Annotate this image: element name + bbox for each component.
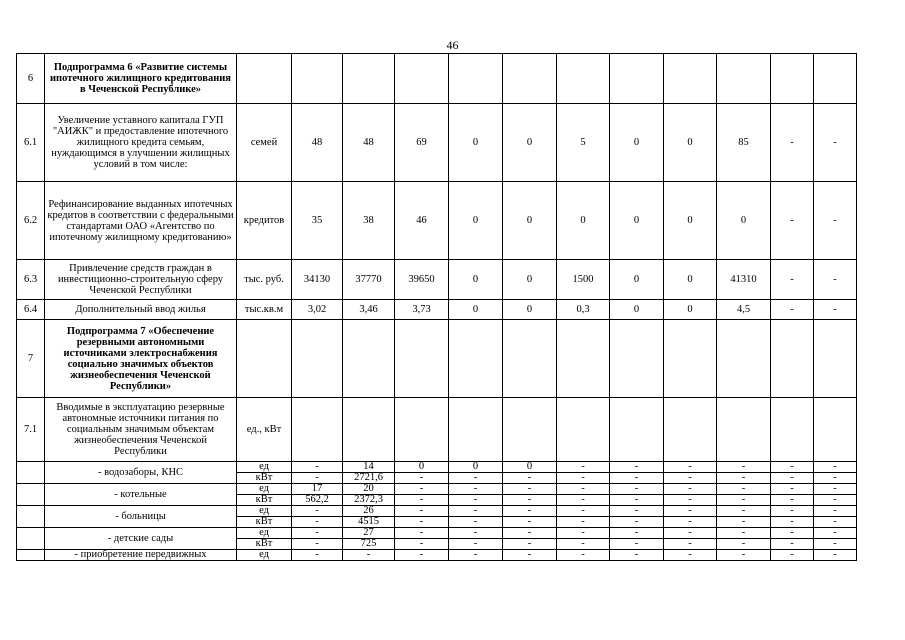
value-cell: - <box>292 473 343 484</box>
value-cell: - <box>557 462 610 473</box>
value-cell: - <box>771 182 814 260</box>
table-row <box>17 104 857 182</box>
value-cell: 37770 <box>343 260 395 300</box>
value-cell: - <box>717 506 771 517</box>
value-cell: - <box>292 539 343 550</box>
subitem-name: - котельные <box>45 484 237 506</box>
value-cell: - <box>610 495 664 506</box>
value-cell: - <box>771 300 814 320</box>
value-cell: - <box>557 550 610 561</box>
value-cell: - <box>610 506 664 517</box>
unit-cell: ед <box>237 462 292 473</box>
value-cell: - <box>343 550 395 561</box>
subitem-name: - больницы <box>45 506 237 528</box>
value-cell: - <box>814 495 857 506</box>
value-cell: - <box>503 517 557 528</box>
table-row <box>17 182 857 260</box>
value-cell: 2721,6 <box>343 473 395 484</box>
value-cell: - <box>292 506 343 517</box>
value-cell: - <box>449 550 503 561</box>
value-cell: - <box>664 528 717 539</box>
value-cell: - <box>771 528 814 539</box>
value-cell: 27 <box>343 528 395 539</box>
subitem-empty-cell <box>17 528 45 550</box>
value-cell: - <box>557 539 610 550</box>
value-cell: 2372,3 <box>343 495 395 506</box>
value-cell: - <box>503 495 557 506</box>
value-cell: - <box>395 506 449 517</box>
value-cell: - <box>814 300 857 320</box>
unit-cell: ед <box>237 484 292 495</box>
value-cell: - <box>292 528 343 539</box>
value-cell: 4515 <box>343 517 395 528</box>
value-cell: - <box>610 473 664 484</box>
value-cell: - <box>292 462 343 473</box>
value-cell: - <box>717 473 771 484</box>
indicator-name: Рефинансирование выданных ипотечных кредитов в соответствии с федеральными стандартами ОАО «Агентство по ипотечному жилищному кредитованию» <box>45 182 237 260</box>
value-cell: - <box>610 539 664 550</box>
value-cell: 26 <box>343 506 395 517</box>
value-cell: - <box>717 539 771 550</box>
value-cell: - <box>717 528 771 539</box>
value-cell: 0 <box>449 104 503 182</box>
value-cell: 14 <box>343 462 395 473</box>
value-cell: - <box>664 462 717 473</box>
table-row <box>17 300 857 320</box>
value-cell: - <box>610 528 664 539</box>
table-row <box>17 398 857 462</box>
value-cell: - <box>664 473 717 484</box>
page-number: 46 <box>446 38 459 52</box>
value-cell: - <box>771 517 814 528</box>
value-cell: - <box>814 517 857 528</box>
value-cell: - <box>771 104 814 182</box>
value-cell: - <box>557 506 610 517</box>
value-cell: - <box>503 473 557 484</box>
value-cell: 3,02 <box>292 300 343 320</box>
value-cell: - <box>717 484 771 495</box>
value-cell: - <box>814 182 857 260</box>
value-cell: - <box>717 550 771 561</box>
row-number: 6.3 <box>17 260 45 300</box>
section-row <box>17 320 857 398</box>
value-cell: - <box>610 517 664 528</box>
value-cell: 0 <box>717 182 771 260</box>
row-number: 6 <box>17 54 45 104</box>
value-cell: - <box>814 462 857 473</box>
value-cell: 0 <box>503 104 557 182</box>
indicator-name: Дополнительный ввод жилья <box>45 300 237 320</box>
value-cell: 3,73 <box>395 300 449 320</box>
value-cell: - <box>395 517 449 528</box>
subitem-row <box>17 528 857 539</box>
unit-cell: ед <box>237 550 292 561</box>
value-cell: 0 <box>664 182 717 260</box>
unit-cell: кВт <box>237 495 292 506</box>
value-cell: 0 <box>610 182 664 260</box>
value-cell: - <box>395 550 449 561</box>
value-cell: - <box>395 528 449 539</box>
value-cell: - <box>449 539 503 550</box>
value-cell: - <box>664 484 717 495</box>
value-cell: - <box>771 473 814 484</box>
value-cell: - <box>557 495 610 506</box>
value-cell: - <box>814 506 857 517</box>
unit-cell: кредитов <box>237 182 292 260</box>
value-cell: - <box>664 517 717 528</box>
value-cell: - <box>610 484 664 495</box>
value-cell: 34130 <box>292 260 343 300</box>
section-title: Подпрограмма 7 «Обеспечение резервными автономными источниками электроснабжения социально значимых объектов жизнеобеспечения Чеченской Республики» <box>45 320 237 398</box>
subitem-name: - приобретение передвижных <box>45 550 237 561</box>
value-cell: - <box>449 495 503 506</box>
subitem-empty-cell <box>17 506 45 528</box>
unit-cell: кВт <box>237 473 292 484</box>
value-cell: - <box>717 495 771 506</box>
value-cell: 3,46 <box>343 300 395 320</box>
value-cell: - <box>449 484 503 495</box>
value-cell: 48 <box>292 104 343 182</box>
value-cell: - <box>771 260 814 300</box>
value-cell: 0,3 <box>557 300 610 320</box>
value-cell: 0 <box>395 462 449 473</box>
value-cell: - <box>557 484 610 495</box>
value-cell: - <box>503 484 557 495</box>
value-cell: 0 <box>449 182 503 260</box>
value-cell: - <box>395 495 449 506</box>
value-cell: 0 <box>610 104 664 182</box>
value-cell: - <box>771 550 814 561</box>
unit-cell: ед., кВт <box>237 398 292 462</box>
subitem-empty-cell <box>17 550 45 561</box>
unit-cell: тыс. руб. <box>237 260 292 300</box>
value-cell: - <box>449 506 503 517</box>
value-cell: - <box>503 550 557 561</box>
value-cell: - <box>610 550 664 561</box>
row-number: 7 <box>17 320 45 398</box>
value-cell: 562,2 <box>292 495 343 506</box>
unit-cell: кВт <box>237 539 292 550</box>
value-cell: 46 <box>395 182 449 260</box>
value-cell: - <box>664 495 717 506</box>
subitem-empty-cell <box>17 484 45 506</box>
value-cell: 0 <box>449 462 503 473</box>
value-cell: - <box>610 462 664 473</box>
value-cell: 39650 <box>395 260 449 300</box>
value-cell: 0 <box>610 260 664 300</box>
value-cell: 17 <box>292 484 343 495</box>
unit-cell: ед <box>237 506 292 517</box>
value-cell: 4,5 <box>717 300 771 320</box>
value-cell: - <box>717 517 771 528</box>
row-number: 6.2 <box>17 182 45 260</box>
value-cell: 0 <box>503 300 557 320</box>
value-cell: 0 <box>503 462 557 473</box>
value-cell: - <box>503 506 557 517</box>
value-cell: - <box>664 550 717 561</box>
value-cell: 41310 <box>717 260 771 300</box>
value-cell: 0 <box>449 260 503 300</box>
value-cell: - <box>771 539 814 550</box>
value-cell: 0 <box>664 300 717 320</box>
value-cell: - <box>557 517 610 528</box>
value-cell: - <box>664 539 717 550</box>
value-cell: - <box>557 528 610 539</box>
value-cell: 5 <box>557 104 610 182</box>
unit-cell: кВт <box>237 517 292 528</box>
value-cell: 725 <box>343 539 395 550</box>
section-row <box>17 54 857 104</box>
unit-cell: ед <box>237 528 292 539</box>
subitem-name: - водозаборы, КНС <box>45 462 237 484</box>
value-cell: - <box>292 550 343 561</box>
value-cell: - <box>771 506 814 517</box>
unit-cell: семей <box>237 104 292 182</box>
value-cell: - <box>814 473 857 484</box>
indicators-table <box>16 53 857 561</box>
value-cell: 0 <box>610 300 664 320</box>
indicator-name: Привлечение средств граждан в инвестиционно-строительную сферу Чеченской Республики <box>45 260 237 300</box>
value-cell: - <box>557 473 610 484</box>
value-cell: 1500 <box>557 260 610 300</box>
value-cell: 0 <box>503 182 557 260</box>
value-cell: - <box>503 539 557 550</box>
value-cell: 0 <box>449 300 503 320</box>
value-cell: - <box>814 484 857 495</box>
row-number: 7.1 <box>17 398 45 462</box>
subitem-row <box>17 550 857 561</box>
value-cell: - <box>717 462 771 473</box>
value-cell: 0 <box>664 260 717 300</box>
value-cell: - <box>395 484 449 495</box>
subitem-name: - детские сады <box>45 528 237 550</box>
value-cell: - <box>449 528 503 539</box>
value-cell: 48 <box>343 104 395 182</box>
value-cell: 0 <box>557 182 610 260</box>
value-cell: - <box>503 528 557 539</box>
subitem-row <box>17 506 857 517</box>
value-cell: - <box>449 517 503 528</box>
value-cell: - <box>395 473 449 484</box>
row-number: 6.1 <box>17 104 45 182</box>
value-cell: - <box>814 528 857 539</box>
value-cell: - <box>664 506 717 517</box>
value-cell: - <box>814 539 857 550</box>
value-cell: - <box>449 473 503 484</box>
row-number: 6.4 <box>17 300 45 320</box>
unit-cell: тыс.кв.м <box>237 300 292 320</box>
value-cell: 38 <box>343 182 395 260</box>
table-row <box>17 260 857 300</box>
value-cell: - <box>395 539 449 550</box>
value-cell: - <box>292 517 343 528</box>
value-cell: - <box>771 495 814 506</box>
value-cell: - <box>771 484 814 495</box>
value-cell: - <box>771 462 814 473</box>
value-cell: 35 <box>292 182 343 260</box>
subitem-empty-cell <box>17 462 45 484</box>
value-cell: 0 <box>664 104 717 182</box>
indicator-name: Увеличение уставного капитала ГУП "АИЖК" и предоставление ипотечного жилищного кредита семьям, нуждающимся в улучшении жилищных условий в том числе: <box>45 104 237 182</box>
subitem-row <box>17 462 857 473</box>
indicator-name: Вводимые в эксплуатацию резервные автономные источники питания по социальным значимым объектам жизнеобеспечения Чеченской Республики <box>45 398 237 462</box>
value-cell: - <box>814 260 857 300</box>
value-cell: 0 <box>503 260 557 300</box>
value-cell: 69 <box>395 104 449 182</box>
value-cell: 20 <box>343 484 395 495</box>
value-cell: - <box>814 550 857 561</box>
subitem-row <box>17 484 857 495</box>
value-cell: - <box>814 104 857 182</box>
value-cell: 85 <box>717 104 771 182</box>
section-title: Подпрограмма 6 «Развитие системы ипотечного жилищного кредитования в Чеченской Республике» <box>45 54 237 104</box>
